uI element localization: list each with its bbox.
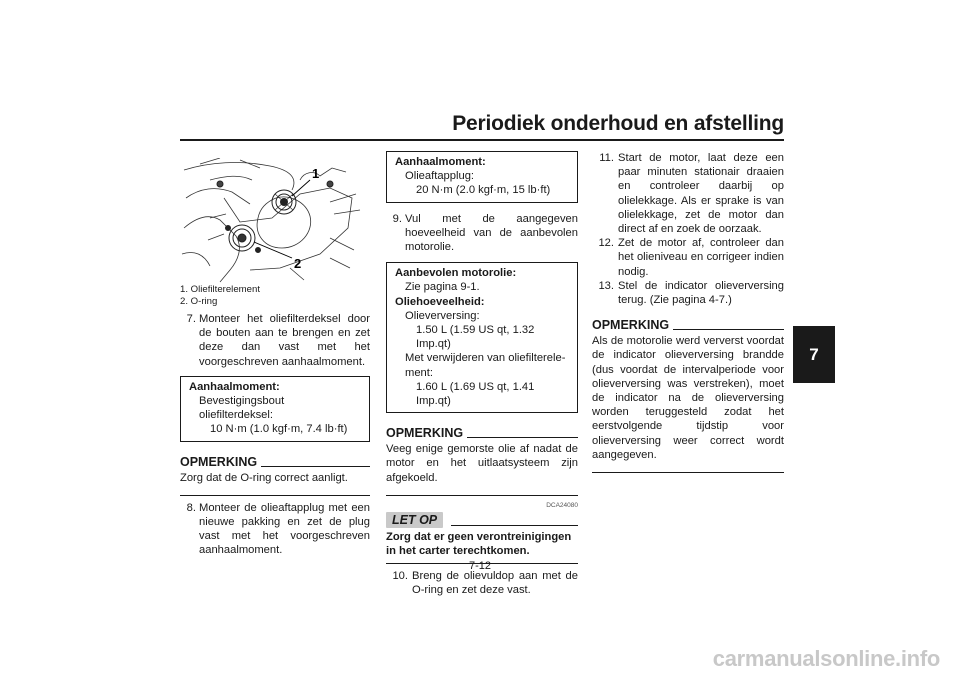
note-heading (180, 455, 370, 469)
caution-code: DCA24080 (546, 501, 578, 509)
torque-box-title: Aanhaalmoment: (189, 380, 280, 393)
step-12 (592, 236, 784, 279)
step-13-number: 13. (598, 279, 614, 292)
step-13-text: Stel de indicator olieverversing terug. (Zie pagina 4-7.) (618, 279, 784, 307)
step-10-text: Breng de olievuldop aan met de O-ring en zet deze vast. (412, 570, 578, 597)
step-8-number: 8. (186, 501, 196, 514)
page-number: 7-12 (468, 560, 492, 572)
callout-2: 2 (294, 256, 302, 271)
note-heading-text: OPMERKING (180, 454, 258, 469)
oil-quantity-title: Oliehoeveelheid: (395, 295, 485, 308)
oil-spec-line1: Zie pagina 9-1. (405, 281, 480, 294)
step-7 (180, 312, 370, 369)
note-heading (386, 426, 578, 440)
chapter-tab: 7 (793, 326, 835, 383)
oil-quantity-line3: 1.50 L (1.59 US qt, 1.32 Imp.qt) (416, 324, 535, 351)
torque-box-line2: 20 N·m (2.0 kgf·m, 15 lb·ft) (416, 184, 551, 197)
torque-box-line2: 10 N·m (1.0 kgf·m, 7.4 lb·ft) (210, 423, 348, 436)
note-heading-rule (673, 329, 784, 330)
note-end-rule (386, 495, 578, 496)
step-10 (386, 569, 578, 597)
header-rule (180, 139, 784, 141)
step-11 (592, 151, 784, 236)
page-title: Periodiek onderhoud en afstelling (452, 112, 784, 135)
figure-caption-1: 1. Oliefilterelement (180, 284, 260, 295)
column-right (592, 151, 784, 473)
step-11-text: Start de motor, laat deze een paar minuten stationair draaien en controleer daarbij op olielekkage. Als er sprake is van olielekkage, zet de motor dan direct af en zoek de oorzaak. (618, 152, 784, 236)
note-heading-rule (261, 466, 370, 467)
torque-box-line1: Olieaftapplug: (405, 170, 475, 183)
note-end-rule (592, 472, 784, 473)
column-left (180, 158, 370, 558)
note-text: Zorg dat de O-ring correct aanligt. (180, 471, 348, 484)
step-10-number: 10. (392, 570, 408, 583)
step-13 (592, 279, 784, 307)
caution-label: LET OP (386, 512, 443, 528)
oil-spec-box (386, 262, 578, 413)
oil-quantity-line6: 1.60 L (1.69 US qt, 1.41 Imp.qt) (416, 380, 535, 408)
oil-quantity-line2: Olieverversing: (405, 309, 480, 322)
callout-1: 1 (312, 166, 320, 181)
step-9 (386, 212, 578, 255)
step-9-number: 9. (392, 212, 402, 225)
step-8 (180, 501, 370, 558)
torque-box-line1: Bevestigingsbout oliefilterdeksel: (199, 395, 285, 422)
column-middle (386, 151, 578, 598)
note-heading (592, 318, 784, 332)
step-12-number: 12. (598, 237, 614, 250)
note-heading-text: OPMERKING (386, 426, 464, 441)
note-text: Veeg enige gemorste olie af nadat de motor en het uitlaatsysteem zijn afgekoeld. (386, 443, 578, 484)
note-heading-text: OPMERKING (592, 318, 670, 333)
note-heading-rule (467, 437, 578, 438)
caution-heading-rule (451, 525, 578, 526)
step-11-number: 11. (599, 152, 614, 164)
step-7-number: 7. (186, 313, 196, 325)
oil-filter-illustration (180, 158, 370, 284)
torque-box-filter-cover (180, 376, 370, 442)
step-9-text: Vul met de aangegeven hoeveelheid van de aanbevolen motorolie. (405, 212, 578, 254)
oil-quantity-line5: ment: (405, 366, 433, 379)
step-8-text: Monteer de olieaftapplug met een nieuwe pakking en zet de plug vast met het voorgeschreven aanhaalmoment. (199, 501, 370, 557)
step-7-text: Monteer het oliefilterdeksel door de bouten aan te brengen en zet deze dan vast met het voorgeschreven aanhaalmoment. (199, 313, 370, 368)
oil-quantity-line4: Met verwijderen van oliefilterele- (405, 352, 566, 365)
oil-spec-title: Aanbevolen motorolie: (395, 267, 517, 280)
torque-box-drain-plug (386, 151, 578, 203)
note-text: Als de motorolie werd ververst voordat de indicator olieverversing brandde (dus voordat de intervalperiode voor olieverversing was verstreken), moet de indicator na de olieverversing worden teruggesteld zodat het eerstvolgende tijdstip voor olieverversing weer correct wordt aangegeven. (592, 335, 784, 461)
step-12-text: Zet de motor af, controleer dan het olieniveau en corrigeer indien nodig. (618, 237, 784, 278)
torque-box-title: Aanhaalmoment: (395, 156, 486, 168)
caution-text: Zorg dat er geen verontreinigingen in het carter terechtkomen. (386, 530, 572, 558)
watermark: carmanualsonline.info (712, 646, 940, 671)
caution-heading (386, 512, 578, 528)
figure-caption-2: 2. O-ring (180, 295, 218, 307)
